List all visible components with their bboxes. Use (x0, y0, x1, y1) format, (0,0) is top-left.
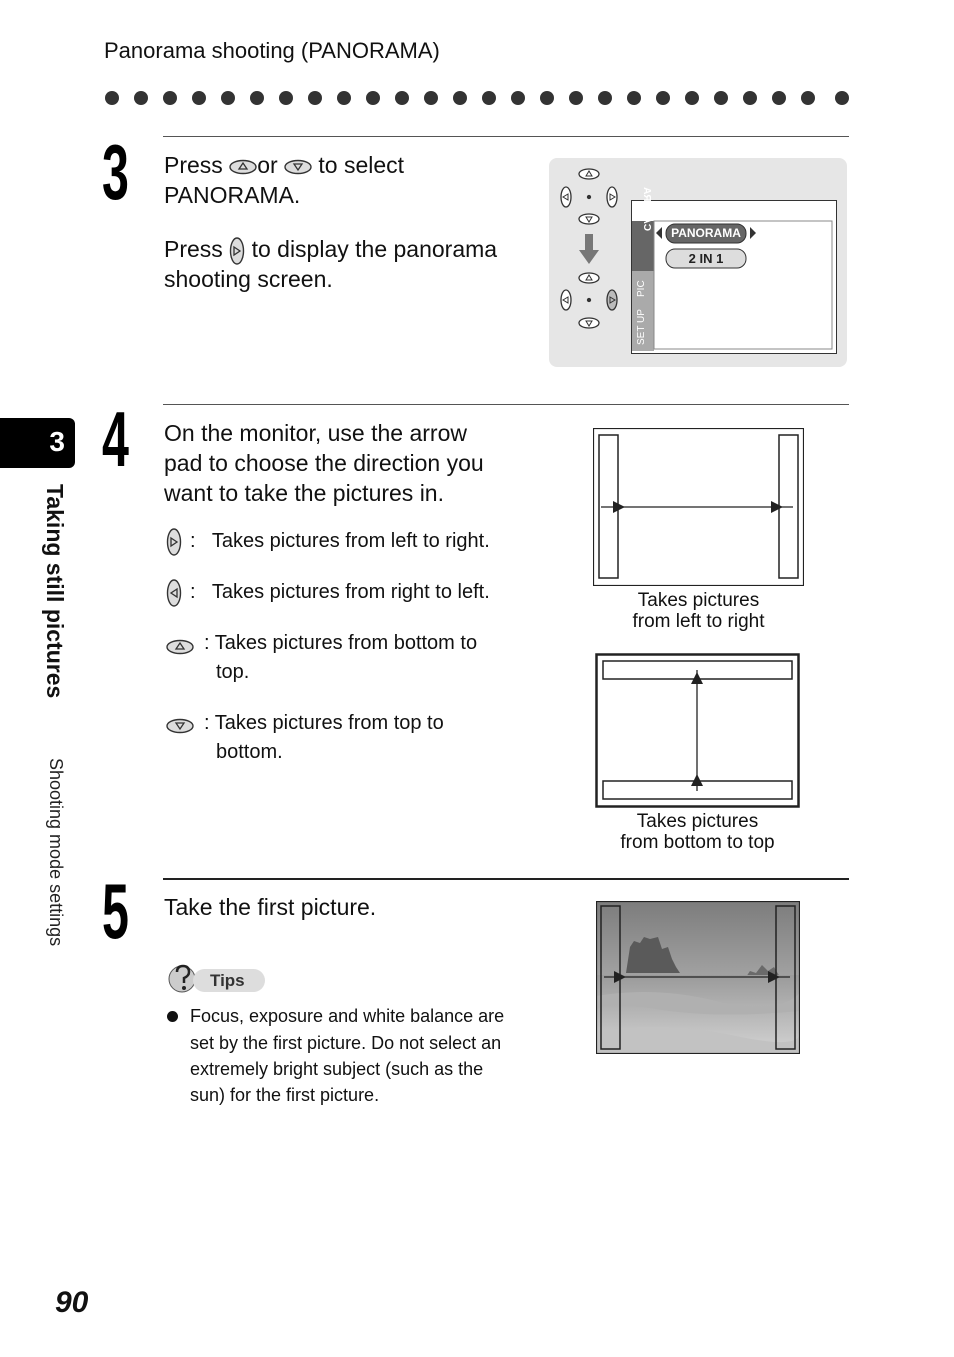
arrow-pad-diagram (549, 158, 629, 367)
down-button-icon (166, 718, 194, 734)
left-button-icon (166, 579, 182, 607)
tip-line2: set by the first picture. Do not select an (190, 1033, 502, 1053)
step4-intro-line3: want to take the pictures in. (164, 480, 444, 506)
tip-line3: extremely bright subject (such as the (190, 1059, 484, 1079)
tab-camera: CAMERA (641, 187, 652, 231)
chapter-number: 3 (49, 426, 65, 457)
step5-number: 5 (102, 867, 128, 955)
diagram-left-to-right (593, 428, 804, 586)
tip-line1: Focus, exposure and white balance are (190, 1006, 505, 1026)
menu-screen-graphic (632, 187, 836, 353)
option-bottom-to-top-cont: top. (216, 661, 250, 683)
step4-rule (163, 404, 849, 405)
option-top-to-bottom: : Takes pictures from top to (204, 712, 444, 734)
panorama-first-picture-photo (596, 901, 800, 1054)
chapter-tab (0, 418, 75, 468)
dotted-divider (104, 90, 850, 106)
step3-rule (163, 136, 849, 137)
step5-instruction: Take the first picture. (164, 894, 377, 920)
caption-left-to-right: Takes pictures from left to right (632, 590, 765, 632)
tab-setup: SET UP (636, 309, 647, 345)
caption-bottom-to-top: Takes pictures from bottom to top (620, 811, 775, 853)
step4-intro-line1: On the monitor, use the arrow (164, 420, 467, 446)
tip-line4: sun) for the first picture. (190, 1085, 380, 1105)
up-button-icon (166, 639, 194, 655)
section-title: Shooting mode settings (46, 758, 66, 947)
step3-illustration (549, 158, 847, 367)
down-button-icon (284, 159, 312, 175)
tab-pic: PIC (636, 280, 647, 297)
up-button-icon (229, 159, 257, 175)
menu-screen (631, 187, 837, 354)
page-header-title: Panorama shooting (PANORAMA) (104, 38, 440, 63)
tip-bullet (167, 1011, 178, 1022)
chapter-title: Taking still pictures (42, 484, 68, 699)
option-bottom-to-top: : Takes pictures from bottom to (204, 632, 478, 654)
step4-number: 4 (102, 395, 128, 483)
diagram-bottom-to-top (595, 653, 800, 808)
step4-intro-line2: pad to choose the direction you (164, 450, 484, 476)
option-left-to-right: : Takes pictures from left to right. (190, 530, 490, 552)
tips-badge: Tips (193, 969, 265, 992)
step3-instruction-2-cont: shooting screen. (164, 266, 333, 292)
option-top-to-bottom-cont: bottom. (216, 741, 283, 763)
step3-instruction-1: Press or to select (164, 152, 405, 178)
menu-item-panorama: PANORAMA (671, 226, 741, 240)
step3-instruction-2: Press to display the panorama (164, 234, 497, 265)
right-button-icon (166, 528, 182, 556)
step3-number: 3 (102, 128, 128, 216)
step3-instruction-1-cont: PANORAMA. (164, 182, 301, 208)
step5-rule (163, 878, 849, 880)
right-button-icon (229, 237, 245, 265)
page-number: 90 (55, 1286, 89, 1319)
option-right-to-left: : Takes pictures from right to left. (190, 581, 490, 603)
menu-item-2in1: 2 IN 1 (688, 251, 724, 266)
